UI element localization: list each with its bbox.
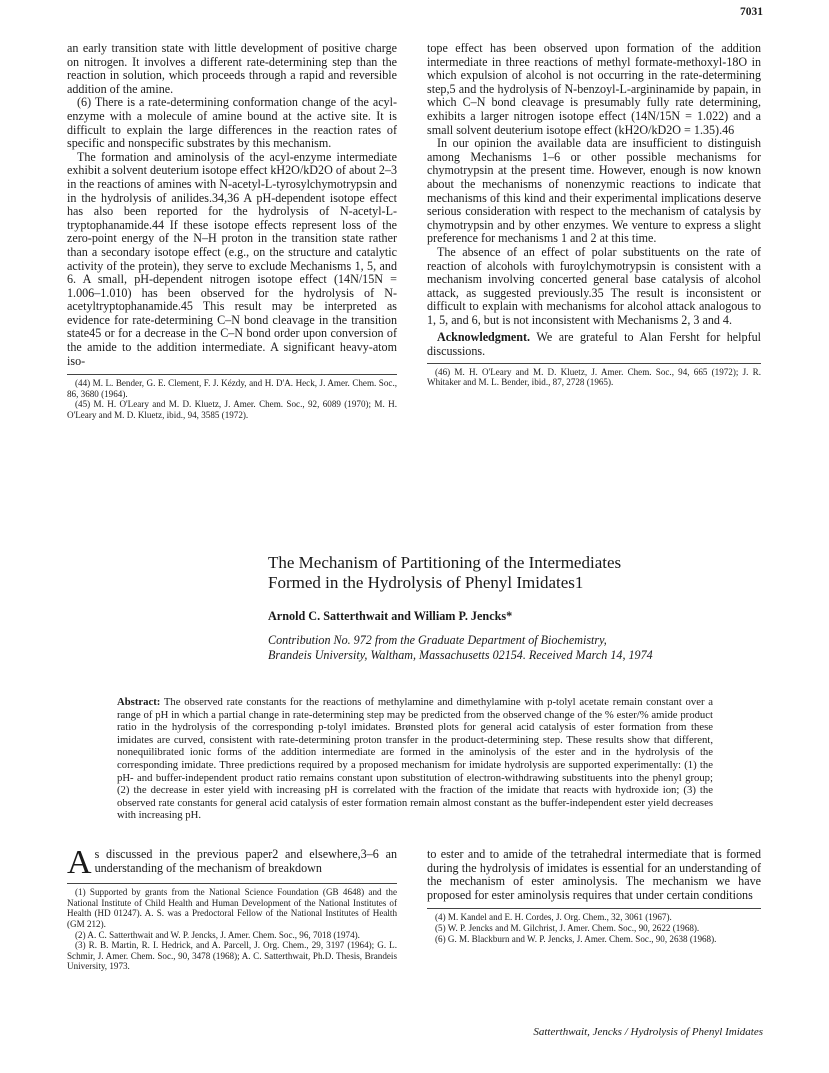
column-bottom-left [67, 844, 397, 972]
affiliation [268, 633, 788, 663]
footnote: (4) M. Kandel and E. H. Cordes, J. Org. Chem., 32, 3061 (1967). [435, 912, 672, 923]
footnote: (1) Supported by grants from the National Science Foundation (GB 4648) and the National Institute of Child Health and Human Development of the National Institutes of Health (HD 01247). A. S. was a Predoctoral Fellow of the National Institutes of Health (GM 212). [67, 887, 397, 929]
article-title [268, 553, 768, 593]
footnote-rule [67, 883, 397, 884]
abstract-text: The observed rate constants for the reactions of methylamine and dimethylamine with p-tolyl acetate remain constant over a range of pH in which a partial change in rate-determining step may be predicted from the observed change of the % ester/% amide product ratio in the hydrolysis of the corresponding p-tolyl imidates. Brønsted plots for general acid catalysis of ester formation from these imidates are curved, consistent with rate-determining proton transfer in the product-determining step. These results show that different, nonequilibrated ionic forms of the addition intermediate are formed in the aminolysis of the ester and in the hydrolysis of the corresponding imidate. Three predictions required by a proposed mechanism for imidate hydrolysis are supported experimentally: (1) the pH- and buffer-independent product ratio remains constant upon substitution of electron-withdrawing substituents into the phenyl group; (2) the decrease in ester yield with increasing pH is correlated with the fraction of the imidate that reacts with hydroxide ion; (3) the observed rate constants for general acid catalysis of ester formation remain almost constant as the buffer-independent ester yield decreases with increasing pH. [117, 696, 714, 822]
abstract-label: Abstract: [117, 696, 161, 708]
paragraph: tope effect has been observed upon formation of the addition intermediate in three reactions of methyl formate-methoxyl-18O in which expulsion of alcohol is not occurring in the rate-determining step,5 and the hydrolysis of N-benzoyl-L-argininamide by papain, in which C–N bond cleavage is presumably fully rate determining, exhibits a larger nitrogen isotope effect (14N/15N = 1.022) and a small solvent deuterium isotope effect (kH2O/kD2O = 1.35).46 [427, 41, 761, 137]
page-number: 7031 [740, 6, 763, 18]
footnote-rule [67, 374, 397, 375]
footnotes [427, 912, 761, 944]
footnotes [67, 887, 397, 972]
footnote: (2) A. C. Satterthwait and W. P. Jencks, J. Amer. Chem. Soc., 96, 7018 (1974). [75, 929, 360, 940]
footnote-rule [427, 363, 761, 364]
drop-cap: A [67, 844, 92, 881]
footnote-rule [427, 908, 761, 909]
footnote: (46) M. H. O'Leary and M. D. Kluetz, J. Amer. Chem. Soc., 94, 665 (1972); J. R. Whitaker and M. L. Bender, ibid., 87, 2728 (1965). [427, 366, 761, 388]
paragraph: The absence of an effect of polar substituents on the rate of reaction of alcohols with furoylchymotrypsin is consistent with a mechanism involving concerted general base catalysis of alcohol attack, as suggested previously.35 The result is inconsistent or difficult to explain with mechanisms for alcohol attack analogous to 1, 5, and 6, but is not inconsistent with Mechanisms 2, 3 and 4. [427, 244, 761, 327]
footnote: (44) M. L. Bender, G. E. Clement, F. J. Kézdy, and H. D'A. Heck, J. Amer. Chem. Soc., 86, 3680 (1964). [67, 378, 397, 399]
affiliation-line: Contribution No. 972 from the Graduate Department of Biochemistry, [268, 633, 607, 647]
authors: Arnold C. Satterthwait and William P. Jencks* [268, 609, 513, 623]
acknowledgment [427, 331, 761, 358]
footnotes [67, 378, 397, 420]
title-line: The Mechanism of Partitioning of the Intermediates [268, 553, 622, 572]
paragraph: to ester and to amide of the tetrahedral intermediate that is formed during the hydrolysis of imidates is essential for an understanding of the mechanism of ester aminolysis. The mechanism we have proposed for ester aminolysis requires that under certain conditions [427, 847, 761, 902]
acknowledgment-text: We are grateful to Alan Fersht for helpful discussions. [427, 330, 762, 359]
column-top-left [67, 42, 397, 421]
paragraph: an early transition state with little development of positive charge on nitrogen. It involves a different rate-determining step than the reaction in solution, which proceeds through a rapid and reversible addition of the amine. [67, 41, 397, 96]
footnotes [427, 367, 761, 388]
running-footer: Satterthwait, Jencks / Hydrolysis of Phenyl Imidates [533, 1026, 763, 1038]
column-top-right [427, 42, 761, 388]
footnote: (45) M. H. O'Leary and M. D. Kluetz, J. Amer. Chem. Soc., 92, 6089 (1970); M. H. O'Leary and M. D. Kluetz, ibid., 94, 3585 (1972). [67, 399, 397, 421]
footnote: (3) R. B. Martin, R. I. Hedrick, and A. Parcell, J. Org. Chem., 29, 3197 (1964); G. L. Schmir, J. Amer. Chem. Soc., 90, 3478 (1968); A. C. Satterthwait, Ph.D. Thesis, Brandeis University, 1973. [67, 940, 397, 972]
paragraph: (6) There is a rate-determining conformation change of the acyl-enzyme with a molecule of amine bound at the active site. It is difficult to explain the large differences in the reaction rates of specific and nonspecific substrates by this mechanism. [67, 95, 397, 151]
paragraph: The formation and aminolysis of the acyl-enzyme intermediate exhibit a solvent deuterium isotope effect kH2O/kD2O of about 2–3 in the reactions of amines with N-acetyl-L-tyrosylchymotrypsin and in the hydrolysis of anilides.34,36 A pH-dependent isotope effect has also been reported for the hydrolysis of N-acetyl-L-tryptophanamide.44 If these isotope effects represent loss of the zero-point energy of the N–H proton in the transition state rather than a secondary isotope effect (e.g., on the structure and catalytic activity of the protein), they serve to exclude Mechanisms 1, 5, and 6. A small, pH-dependent nitrogen isotope effect (14N/15N = 1.006–1.010) has been observed for the hydrolysis of N-acetyltryptophanamide.45 This result may be interpreted as evidence for rate-determining C–N bond cleavage in the transition state45 or for a decrease in the C–N bond order upon conversion of the amide to the addition intermediate. A significant heavy-atom iso- [67, 149, 397, 368]
acknowledgment-label: Acknowledgment. [437, 330, 531, 345]
paragraph: In our opinion the available data are insufficient to distinguish among Mechanisms 1–6 or other possible mechanisms for chymotrypsin at the present time. However, enough is now known about the mechanisms of nonenzymic reactions to indicate that mechanisms of this kind and their experimental implications deserve serious consideration with respect to the mechanism of catalysis by chymotrypsin and by other enzymes. We venture to express a slight preference for mechanisms 1 and 2 at this time. [427, 136, 761, 246]
opening-paragraph [67, 844, 397, 881]
title-line: Formed in the Hydrolysis of Phenyl Imidates1 [268, 573, 584, 592]
affiliation-line: Brandeis University, Waltham, Massachusetts 02154. Received March 14, 1974 [268, 648, 653, 662]
opening-text: s discussed in the previous paper2 and elsewhere,3–6 an understanding of the mechanism of breakdown [94, 847, 397, 875]
column-bottom-right [427, 848, 761, 944]
footnote: (5) W. P. Jencks and M. Gilchrist, J. Amer. Chem. Soc., 90, 2622 (1968). [435, 922, 700, 933]
footnote: (6) G. M. Blackburn and W. P. Jencks, J. Amer. Chem. Soc., 90, 2638 (1968). [435, 933, 717, 944]
abstract [117, 696, 713, 822]
